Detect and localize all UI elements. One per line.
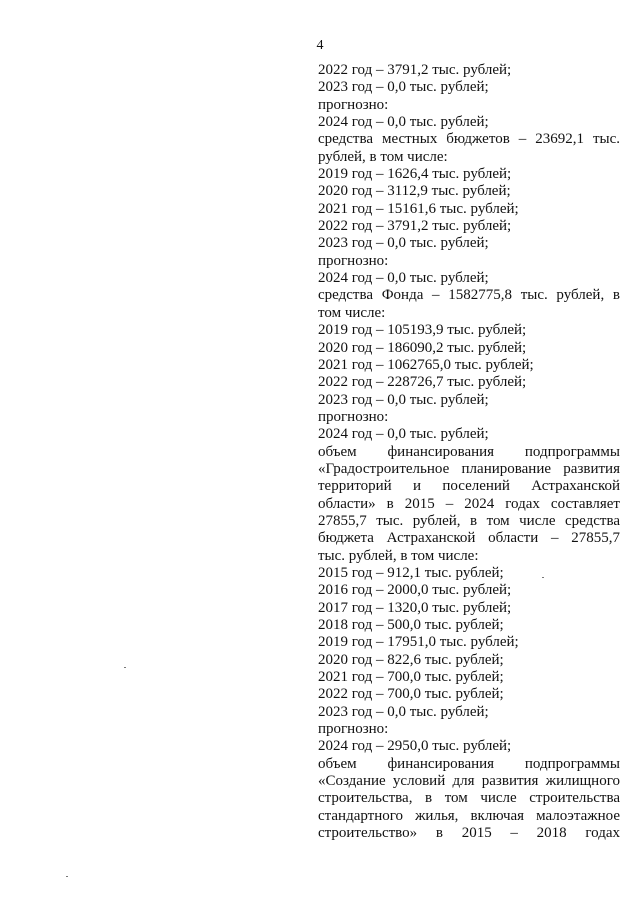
text-line: области» в 2015 – 2024 годах составляет — [318, 495, 620, 512]
text-line: 2023 год – 0,0 тыс. рублей; — [318, 79, 489, 96]
text-line: средства местных бюджетов – 23692,1 тыс. — [318, 131, 620, 148]
text-line: территорий и поселений Астраханской — [318, 478, 620, 495]
text-line: строительства, в том числе строительства — [318, 790, 620, 807]
text-line: 2016 год – 2000,0 тыс. рублей; — [318, 582, 512, 599]
text-line: 2022 год – 228726,7 тыс. рублей; — [318, 374, 527, 391]
text-line: 2019 год – 1626,4 тыс. рублей; — [318, 166, 512, 183]
text-line: 2022 год – 3791,2 тыс. рублей; — [318, 218, 512, 235]
text-line: 2020 год – 186090,2 тыс. рублей; — [318, 339, 527, 356]
text-line: «Создание условий для развития жилищного — [318, 773, 620, 790]
text-line: 2020 год – 822,6 тыс. рублей; — [318, 651, 504, 668]
text-line: рублей, в том числе: — [318, 148, 448, 165]
scan-speck — [542, 577, 544, 578]
text-line: 2021 год – 700,0 тыс. рублей; — [318, 669, 504, 686]
text-line: 2019 год – 105193,9 тыс. рублей; — [318, 322, 527, 339]
text-line: 2024 год – 0,0 тыс. рублей; — [318, 270, 489, 287]
text-line: средства Фонда – 1582775,8 тыс. рублей, в — [318, 287, 620, 304]
text-line: том числе: — [318, 304, 386, 321]
text-line: объем финансирования подпрограммы — [318, 443, 620, 460]
text-line: 2015 год – 912,1 тыс. рублей; — [318, 564, 504, 581]
text-line: «Градостроительное планирование развития — [318, 460, 620, 477]
scan-speck — [66, 876, 68, 877]
text-line: 2017 год – 1320,0 тыс. рублей; — [318, 599, 512, 616]
text-line: прогнозно: — [318, 252, 389, 269]
text-line: 2021 год – 1062765,0 тыс. рублей; — [318, 356, 534, 373]
text-line: 27855,7 тыс. рублей, в том числе средства — [318, 512, 620, 529]
text-line: прогнозно: — [318, 408, 389, 425]
text-line: 2023 год – 0,0 тыс. рублей; — [318, 391, 489, 408]
text-line: 2024 год – 2950,0 тыс. рублей; — [318, 738, 512, 755]
text-line: 2023 год – 0,0 тыс. рублей; — [318, 235, 489, 252]
text-line: стандартного жилья, включая малоэтажное — [318, 807, 620, 824]
text-line: строительство» в 2015 – 2018 годах — [318, 825, 620, 842]
text-line: 2022 год – 700,0 тыс. рублей; — [318, 686, 504, 703]
page-number: 4 — [316, 38, 324, 53]
document-text-column — [318, 62, 620, 842]
text-line: прогнозно: — [318, 96, 389, 113]
text-line: прогнозно: — [318, 721, 389, 738]
text-line: 2022 год – 3791,2 тыс. рублей; — [318, 62, 512, 78]
text-line: 2024 год – 0,0 тыс. рублей; — [318, 114, 489, 131]
text-line: тыс. рублей, в том числе: — [318, 547, 479, 564]
text-line: объем финансирования подпрограммы — [318, 755, 620, 772]
text-line: 2021 год – 15161,6 тыс. рублей; — [318, 200, 519, 217]
scan-speck — [124, 667, 126, 668]
text-line: 2020 год – 3112,9 тыс. рублей; — [318, 183, 511, 200]
text-line: 2018 год – 500,0 тыс. рублей; — [318, 617, 504, 633]
text-line: 2023 год – 0,0 тыс. рублей; — [318, 703, 489, 720]
text-line: 2019 год – 17951,0 тыс. рублей; — [318, 634, 519, 651]
text-line: бюджета Астраханской области – 27855,7 — [318, 530, 620, 547]
text-line: 2024 год – 0,0 тыс. рублей; — [318, 426, 489, 443]
